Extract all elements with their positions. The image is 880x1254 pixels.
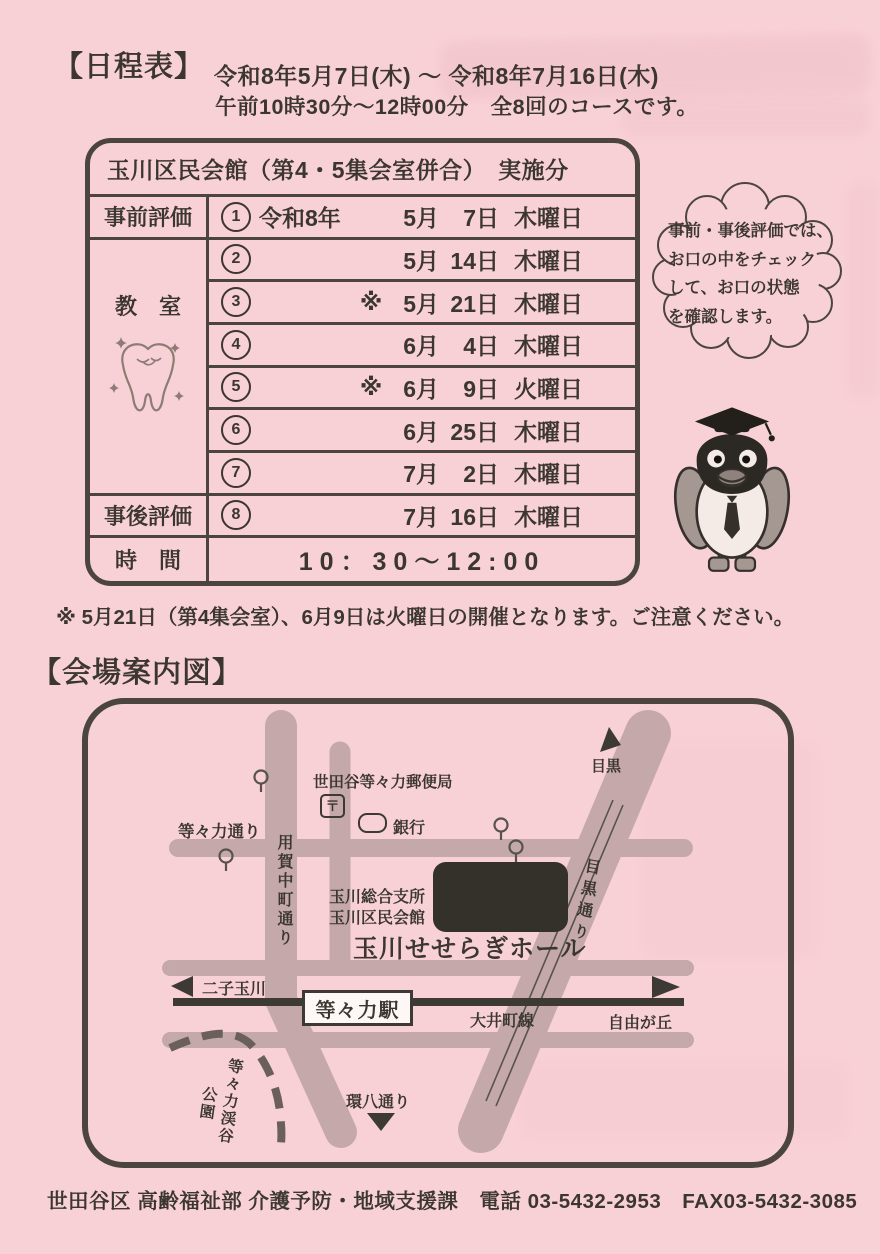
row-label-pre-eval: 事前評価 [90,197,209,240]
map-label-meguro: 目黒 [591,758,622,775]
schedule-row: 1 令和8年 5月 7日 木曜日 [209,197,635,240]
schedule-table-body [90,197,635,581]
map-label-meguro-dori: 目黒通り [568,856,601,947]
session-number: 1 [221,202,251,232]
speech-bubble [643,177,848,369]
arrow-down-kanpachi-icon [367,1113,395,1131]
bank-icon [358,813,387,833]
schedule-row: 2 5月 14日 木曜日 [209,240,635,283]
hall-building-block [433,862,568,932]
course-period: 令和8年5月7日(木) ～ 令和8年7月16日(木) [214,63,659,89]
row-label-class [90,240,209,496]
session-number: 4 [221,330,251,360]
bubble-text: 事前・事後評価では、 お口の中をチェック して、お口の状態 を確認します。 [668,222,833,326]
schedule-note: ※ 5月21日（第4集会室）、6月9日は火曜日の開催となります。ご注意ください。 [56,606,795,629]
course-time: 午前10時30分～12時00分 全8回のコースです。 [215,95,699,119]
session-number: 5 [221,372,251,402]
schedule-row: 6 6月 25日 木曜日 [209,410,635,453]
tooth-icon [107,335,189,435]
row-label-post-eval: 事後評価 [90,496,209,539]
map-label-futako: 二子玉川 [202,981,267,998]
arrow-right-jiyugaoka-icon [652,976,680,998]
session-number: 2 [221,244,251,274]
map-label-oimachi-line: 大井町線 [470,1013,535,1030]
session-number: 8 [221,500,251,530]
schedule-row: 5 ※ 6月 9日 火曜日 [209,368,635,411]
arrow-left-futako-icon [171,976,193,997]
map-label-kanpachi: 環八通り [346,1094,411,1111]
session-number: 3 [221,287,251,317]
map-label-keikoku: 等々力渓谷 [214,1056,244,1146]
map-label-yoga-nakamachi-dori: 用賀中町通り [275,834,292,948]
schedule-row: 7 7月 2日 木曜日 [209,453,635,496]
schedule-row: 8 7月 16日 木曜日 [209,496,635,539]
post-office-icon: 〒 [320,794,345,818]
map-label-post-office: 世田谷等々力郵便局 [313,774,453,791]
station-box: 等々力駅 [302,990,413,1026]
bleedthrough-artifact [845,180,880,400]
map-heading: 【会場案内図】 [32,657,243,689]
footer-contact: 世田谷区 高齢福祉部 介護予防・地域支援課 電話 03-5432-2953 FAX03-5432-3085 [47,1190,858,1213]
map-label-jiyugaoka: 自由が丘 [608,1015,673,1032]
penguin-mascot-icon [670,395,794,577]
schedule-table [85,138,640,586]
schedule-table-title: 玉川区民会館（第4・5集会室併合） 実施分 [90,143,635,197]
session-number: 7 [221,458,251,488]
page-title: 【日程表】 [54,51,205,83]
schedule-row: 3 ※ 5月 21日 木曜日 [209,282,635,325]
map-label-koen: 公園 [196,1084,218,1122]
class-label: 教 室 [114,293,181,319]
time-value: 10：30～12:00 [298,547,546,576]
session-number: 6 [221,415,251,445]
row-label-time: 時 間 [90,538,209,581]
schedule-row: 4 6月 4日 木曜日 [209,325,635,368]
map-label-bank: 銀行 [393,820,426,837]
map-label-kaikan: 玉川区民会館 [329,910,426,927]
map-label-todoroki-dori: 等々力通り [178,823,261,841]
map-label-shisho: 玉川総合支所 [329,889,426,906]
map-label-hall: 玉川せせらぎホール [353,935,587,963]
